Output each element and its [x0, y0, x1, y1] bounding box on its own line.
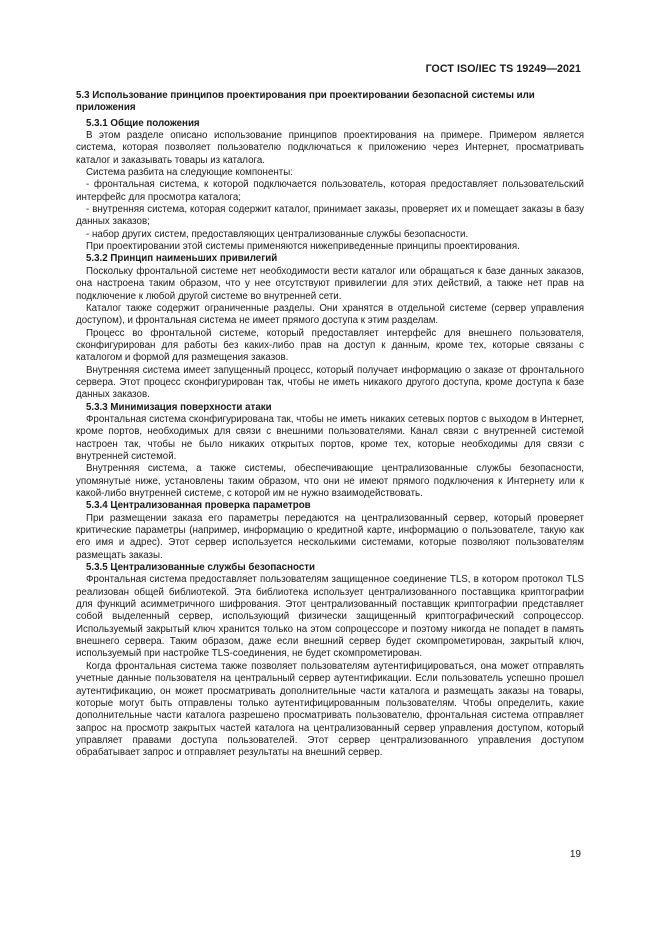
paragraph: Поскольку фронтальной системе нет необходимости вести каталог или обращаться к базе данных заказов, она настроена таким образом, что у нее отсутствуют привилегии для этих действий, а также нет прав на подключение к любой другой системе во внутренней сети.: [76, 265, 584, 302]
paragraph: Фронтальная система сконфигурирована так, чтобы не иметь никаких сетевых портов с выходом в Интернет, кроме портов, необходимых для связи с внешними пользователями. Канал связи с внутренней системой настроен так, чтобы не было никаких открытых портов, кроме тех, которые необходимы для связи с внутренней системой.: [76, 413, 584, 462]
list-item: - фронтальная система, к которой подключается пользователь, которая предоставляет пользовательский интерфейс для просмотра каталога;: [76, 179, 584, 203]
page-content: [76, 90, 584, 760]
paragraph: При размещении заказа его параметры передаются на централизованный сервер, который проверяет критические параметры (например, информацию о кредитной карте, информацию о пользователе, такую как его имя и адрес). Этот сервер используется несколькими системами, которые позволяют пользователям размещать заказы.: [76, 512, 584, 561]
subsection-title-5-3-5: 5.3.5 Централизованные службы безопасности: [86, 562, 316, 574]
paragraph: При проектировании этой системы применяются нижеприведенные принципы проектирования.: [86, 241, 520, 253]
paragraph: Когда фронтальная система также позволяет пользователям аутентифицироваться, она может отправлять учетные данные пользователя на центральный сервер аутентификации. Если пользователь успешно прошел аутентификацию, он может просматривать дополнительные части каталога и размещать заказы на товары, которые могут быть отправлены только аутентифицированным пользователям. Чтобы определить, какие дополнительные части каталога разрешено просматривать пользователю, фронтальная система отправляет запрос на просмотр закрытых частей каталога на централизованный сервер управления доступом, который управляет правами доступа пользователей. Этот сервер централизованного управления доступом обрабатывает запрос и отправляет результаты на внешний сервер.: [76, 660, 584, 759]
paragraph: Внутренняя система имеет запущенный процесс, который получает информацию о заказе от фронтального сервера. Этот процесс сконфигурирован так, чтобы не иметь никакого другого доступа, кроме доступа к базе данных заказов.: [76, 364, 584, 401]
paragraph: Процесс во фронтальной системе, который предоставляет интерфейс для внешнего пользователя, сконфигурирован для работы без каких-либо прав на доступ к данным, кроме тех, которые связаны с каталогом и формой для размещения заказов.: [76, 327, 584, 364]
list-item: - внутренняя система, которая содержит каталог, принимает заказы, проверяет их и помещает заказы в базу данных заказов;: [76, 204, 584, 228]
paragraph: Система разбита на следующие компоненты:: [86, 167, 293, 179]
list-item: - набор других систем, предоставляющих централизованные службы безопасности.: [86, 228, 469, 240]
section-title: 5.3 Использование принципов проектирования при проектировании безопасной системы или приложения: [76, 90, 535, 114]
subsection-title-5-3-3: 5.3.3 Минимизация поверхности атаки: [86, 401, 272, 413]
paragraph: Фронтальная система предоставляет пользователям защищенное соединение TLS, в котором протокол TLS реализован общей библиотекой. Эта библиотека использует централизованного поставщика криптографии для функций асимметричного шифрования. Этот централизованный поставщик криптографии представляет собой выделенный сервер, использующий физически защищенный криптографический сопроцессор. Используемый закрытый ключ хранится только на этом сопроцессоре и поэтому никогда не попадет в память внешнего сервера. Таким образом, даже если внешний сервер будет скомпрометирован, закрытый ключ, используемый при настройке TLS-соединения, не будет скомпрометирован.: [76, 574, 584, 660]
subsection-title-5-3-2: 5.3.2 Принцип наименьших привилегий: [86, 253, 278, 265]
subsection-title-5-3-4: 5.3.4 Централизованная проверка параметров: [86, 500, 311, 512]
document-id-header: ГОСТ ISO/IEC TS 19249—2021: [425, 63, 581, 75]
subsection-title-5-3-1: 5.3.1 Общие положения: [86, 117, 200, 129]
paragraph: Внутренняя система, а также системы, обеспечивающие централизованные службы безопасности, упомянутые ниже, установлены таким образом, что они не имеют прямого подключения к Интернету или к какой-либо внутренней системе, с которой им не нужно взаимодействовать.: [76, 463, 584, 499]
paragraph: В этом разделе описано использование принципов проектирования на примере. Примером является система, которая позволяет пользователю подключаться к приложению через Интернет, просматривать каталог и заказывать товары из каталога.: [76, 130, 584, 166]
paragraph: Каталог также содержит ограниченные разделы. Они хранятся в отдельной системе (сервер управления доступом), и фронтальная система не имеет прямого доступа к этим разделам.: [76, 302, 584, 327]
page-number: 19: [569, 849, 581, 860]
